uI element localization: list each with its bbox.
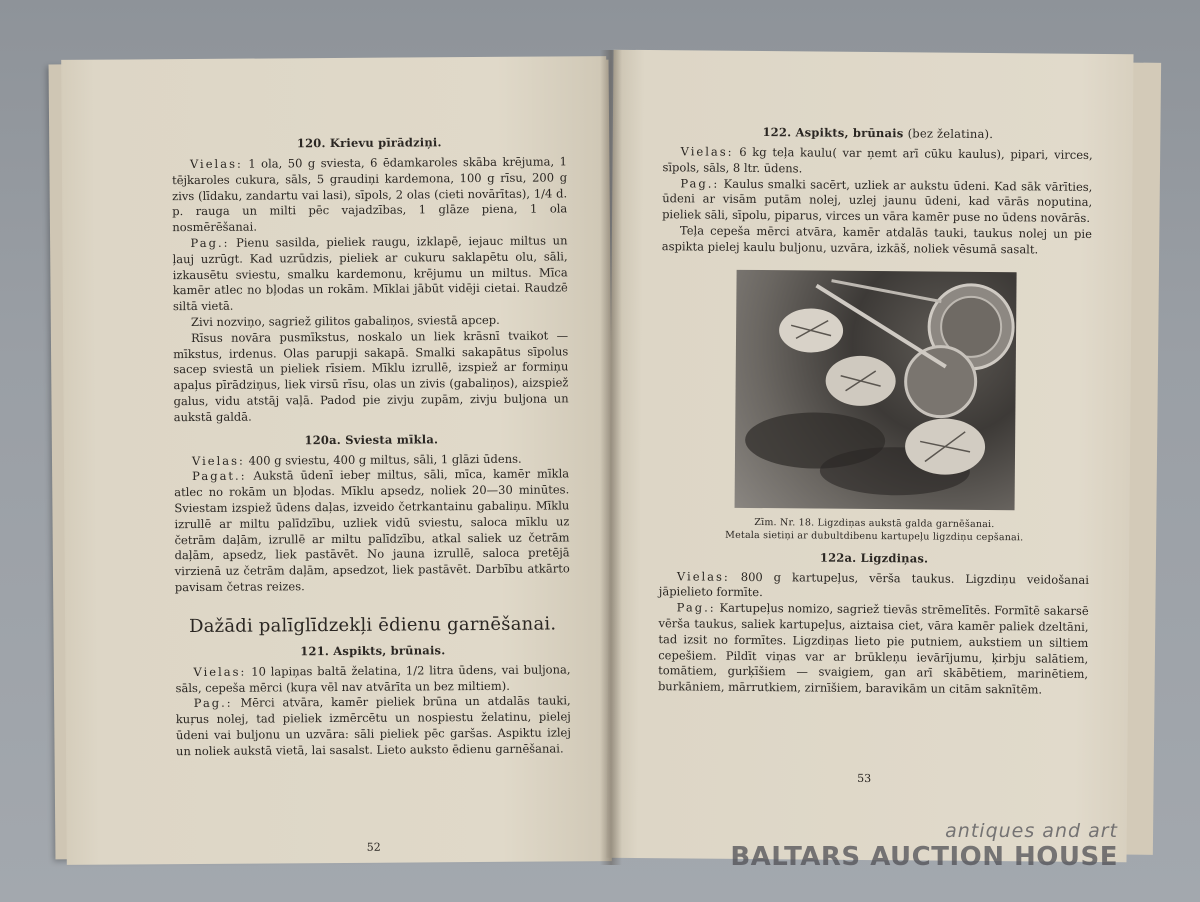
recipe-120-rice: Rīsus novāra pusmīkstus, noskalo un liek krāsnī tvaikot — mīkstus, irdenus. Olas parupji sakapā. Smalki sakapātus sīpolus sacep sviestā un pieliek rīsiem. Mīklu izrullē, izspiež ar formiņu apaļus pīrādziņus, liek virsū rīsu, olas un zivis (gabaliņos), aizspiež galus, vidu atstāj vaļā. Padod pie zivju zupām, zivju buljona un aukstā galdā. bbox=[173, 328, 569, 424]
recipe-121-title: 121. Aspikts, brūnais. bbox=[300, 642, 446, 658]
potato-nests-photo bbox=[735, 269, 1017, 509]
recipe-120a-preparation: Pagat.: Aukstā ūdenī iebeŗ miltus, sāli, mīca, kamēr mīkla atlec no rokām un bļodas. Mīklu apsedz, noliek 20—30 minūtes. Sviestam izspiež ūdens daļas, izveido četrkantainu gabaliņu. Mīklu izrullē ar miltu palīdzību, uzliek vidū sviestu, saloca mīklu uz četrām daļām, izrullē ar miltu palīdzību, atkal saliek uz četrām daļām, apsedz, liek pastāvēt. No jauna izrullē, saloca pretējā virzienā uz četrām daļām, apsedzot, liek pastāvēt. Darbību atkārto pavisam četras reizes. bbox=[174, 466, 570, 595]
recipe-121-preparation: Pag.: Mērci atvāra, kamēr pieliek brūna un atdalās tauki, kuŗus nolej, tad pieliek izmērcētu un nospiestu želatinu, pielej ūdeni vai buljonu un uzvāra: sāli pieliek pēc garšas. Aspiktu izlej un noliek aukstā vietā, lai sasalst. Lieto auksto ēdienu garnēšanai. bbox=[175, 693, 571, 758]
recipe-120a-title: 120a. Sviesta mīkla. bbox=[304, 431, 439, 447]
recipe-122-sauce: Teļa cepeša mērci atvāra, kamēr atdalās tauki, taukus nolej un pie aspikta pielej kaulu buljonu, uzvāra, izkāš, noliek vēsumā sasalt. bbox=[661, 223, 1093, 257]
page-number-left: 52 bbox=[366, 840, 381, 854]
watermark-tagline: antiques and art bbox=[945, 820, 1118, 842]
recipe-122-ingredients: Vielas: 6 kg teļa kaulu( var ņemt arī cūku kaulus), pipari, virces, sīpols, sāls, 8 ltr. ūdens. bbox=[662, 144, 1093, 176]
recipe-122a-preparation: Pag.: Kartupeļus nomizo, sagriež tievās strēmelītēs. Formītē sakarsē vērša taukus, saliek kartupeļus, aiztaisa ciet, vāra kamēr paliek dzeltāni, tad izsit no formītes. Ligzdiņas lieto pie putniem, aukstiem un siltiem cepešiem. Pildīt viņas var ar brūkleņu ievārījumu, ķirbju salātiem, tomātiem, gurķīšiem — svaigiem, gan arī skābētiem, marinētiem, burkāniem, mārrutkiem, zirnīšiem, baravikām un citām saknītēm. bbox=[657, 600, 1089, 697]
right-page bbox=[606, 50, 1133, 863]
recipe-120-title: 120. Krievu pīrādziņi. bbox=[296, 135, 442, 151]
figure-caption-1: Zīm. Nr. 18. Ligzdiņas aukstā galda garnēšanai. bbox=[754, 516, 995, 530]
recipe-122-title: 122. Aspikts, brūnais (bez želatina). bbox=[762, 125, 994, 142]
figure-caption-2: Metala sietiņi ar dubultdibenu kartupeļu ligzdiņu cepšanai. bbox=[725, 529, 1024, 543]
recipe-122-preparation: Pag.: Kaulus smalki sacērt, uzliek ar aukstu ūdeni. Kad sāk vārīties, ūdeni ar visām putām nolej, uzlej jaunu ūdeni, kad vārās noputina, pieliek sāli, sīpolu, piparus, virces un vāra kamēr puse no ūdens novārās. bbox=[662, 175, 1093, 226]
watermark-brand: BALTARS AUCTION HOUSE bbox=[730, 842, 1118, 872]
book-gutter-shadow bbox=[600, 50, 622, 865]
recipe-122a-title: 122a. Ligzdiņas. bbox=[819, 550, 929, 566]
auction-watermark bbox=[730, 820, 1118, 872]
photo-illustration bbox=[735, 269, 1017, 509]
recipe-120-ingredients: Vielas: 1 ola, 50 g sviesta, 6 ēdamkaroles skāba krējuma, 1 tējkaroles cukura, sāls, 5 graudiņi kardemona, 100 g rīsu, 200 g zivs (līdaku, zandartu vai lasi), sīpols, 2 olas (cieti novārītas), 1/4 d. p. rauga un milti pēc vajadzības, 1 glāze piena, 1 ola nosmērēšanai. bbox=[171, 154, 568, 235]
recipe-122a-ingredients: Vielas: 800 g kartupeļus, vērša taukus. Ligzdiņu veidošanai jāpielieto formīte. bbox=[658, 568, 1089, 600]
recipe-120-fish: Zivi nozviņo, sagriež gilitos gabaliņos, sviestā apcep. bbox=[190, 312, 500, 329]
recipe-120-preparation: Pag.: Pienu sasilda, pieliek raugu, izklapē, iejauc miltus un ļauj uzrūgt. Kad uzrūdzis, pieliek ar cukuru saklapētu olu, sāli, izkausētu sviestu, smalku kardemonu, krējumu un miltus. Mīca kamēr atlec no bļodas un rokām. Mīklai jābūt vidēji cietai. Raudzē siltā vietā. bbox=[172, 233, 568, 314]
page-number-right: 53 bbox=[857, 771, 872, 786]
section-heading: Dažādi palīglīdzekļi ēdienu garnēšanai. bbox=[189, 613, 557, 637]
recipe-120a-ingredients: Vielas: 400 g sviestu, 400 g miltus, sāli, 1 glāzi ūdens. bbox=[191, 451, 522, 468]
left-page bbox=[61, 56, 612, 865]
recipe-121-ingredients: Vielas: 10 lapiņas baltā želatina, 1/2 litra ūdens, vai buljona, sāls, cepeša mērci (kuŗa vēl nav atvārīta un bez miltiem). bbox=[175, 662, 571, 695]
